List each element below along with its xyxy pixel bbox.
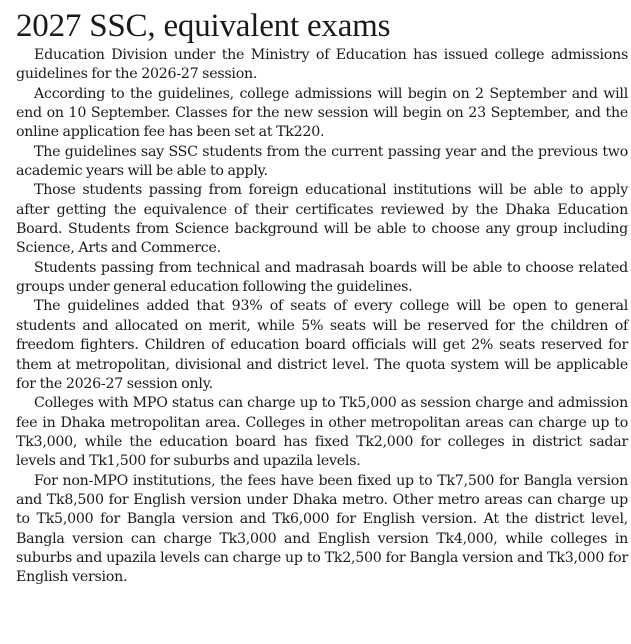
article-paragraph: According to the guidelines, college admissions will begin on 2 September and will end on 10 September. Classes for the new session will begin on 23 September, and the online application fee has been set at Tk220. xyxy=(16,85,628,141)
article-paragraph: The guidelines added that 93% of seats of every college will be open to general students and allocated on merit, while 5% seats will be reserved for the children of freedom fighters. Children of education board officials will get 2% seats reserved for them at metropolitan, divisional and district level. The quota system will be applicable for the 2026-27 session only. xyxy=(16,298,628,392)
article-paragraph: Those students passing from foreign educational institutions will be able to apply after getting the equivalence of their certificates reviewed by the Dhaka Education Board. Students from Science background will be able to choose any group including Science, Arts and Commerce. xyxy=(16,182,628,257)
news-article xyxy=(16,8,628,588)
article-paragraph: For non-MPO institutions, the fees have been fixed up to Tk7,500 for Bangla version and Tk8,500 for English version under Dhaka metro. Other metro areas can charge up to Tk5,000 for Bangla version and Tk6,000 for English version. At the district level, Bangla version can charge Tk3,000 and English version Tk4,000, while colleges in suburbs and upazila levels can charge up to Tk2,500 for Bangla version and Tk3,000 for English version. xyxy=(16,472,628,586)
article-paragraph: Students passing from technical and madrasah boards will be able to choose related groups under general education following the guidelines. xyxy=(16,259,628,296)
article-paragraph: Colleges with MPO status can charge up to Tk5,000 as session charge and admission fee in Dhaka metropolitan area. Colleges in other metropolitan areas can charge up to Tk3,000, while the education board has fixed Tk2,000 for colleges in district sadar levels and Tk1,500 for suburbs and upazila levels. xyxy=(16,395,628,470)
article-paragraph: Education Division under the Ministry of Education has issued college admissions guidelines for the 2026-27 session. xyxy=(16,47,628,83)
article-headline: 2027 SSC, equivalent exams xyxy=(16,8,391,44)
article-paragraph: The guidelines say SSC students from the current passing year and the previous two academic years will be able to apply. xyxy=(16,143,628,180)
article-body xyxy=(16,46,628,588)
